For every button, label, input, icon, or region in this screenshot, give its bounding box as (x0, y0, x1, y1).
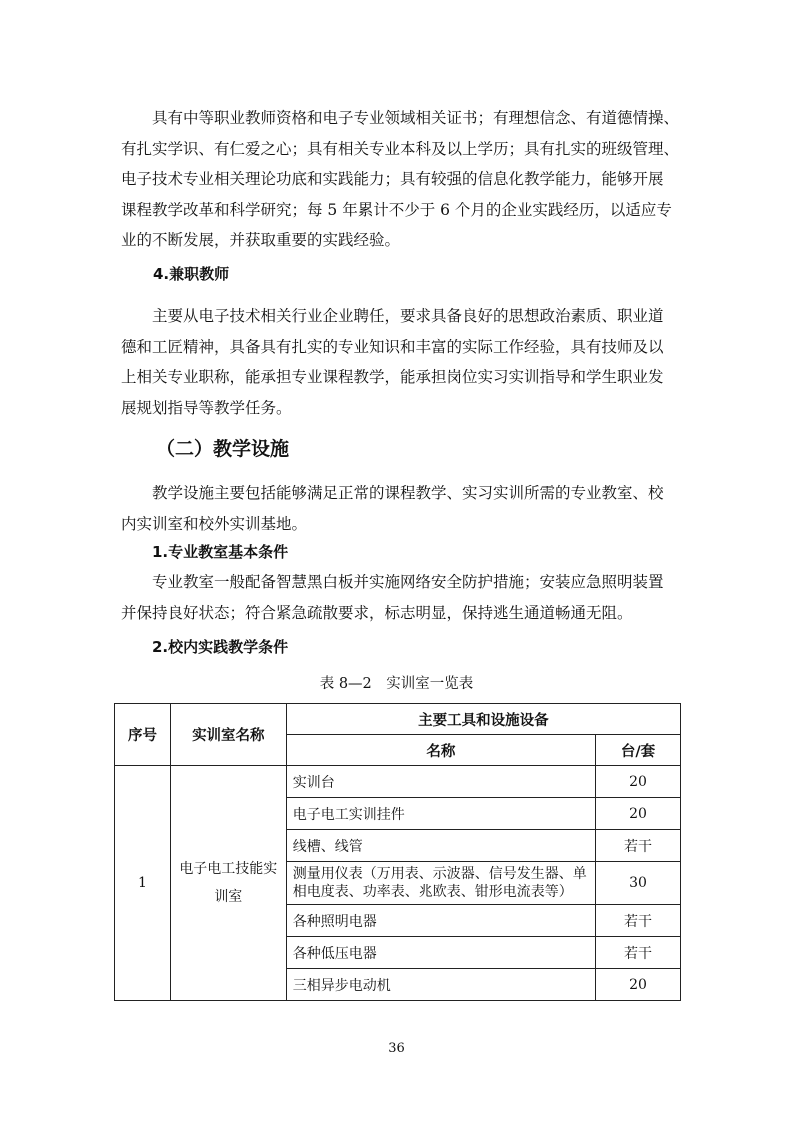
header-quantity: 台/套 (596, 735, 681, 766)
cell-index: 1 (115, 766, 171, 1001)
cell-quantity: 20 (596, 766, 681, 798)
text-line: 业的不断发展，并获取重要的实践经验。 (121, 231, 401, 249)
text-line: 课程教学改革和科学研究；每 5 年累计不少于 6 个月的企业实践经历，以适应专 (121, 200, 672, 219)
paragraph-parttime (121, 301, 687, 423)
text-line: 有扎实学识、有仁爱之心；具有相关专业本科及以上学历；具有扎实的班级管理、 (121, 139, 680, 158)
heading-parttime-teachers: 4.兼职教师 (153, 265, 230, 283)
text-line: 教学设施主要包括能够满足正常的课程教学、实习实训所需的专业教室、校 (152, 484, 664, 502)
text-line: 内实训室和校外实训基地。 (121, 514, 308, 533)
cell-item-name: 线槽、线管 (286, 830, 595, 862)
header-room-name: 实训室名称 (170, 704, 286, 766)
cell-item-name: 三相异步电动机 (286, 969, 595, 1001)
cell-room-name: 电子电工技能实训室 (170, 766, 286, 1001)
cell-item-name: 各种照明电器 (286, 905, 595, 937)
header-index: 序号 (115, 704, 171, 766)
cell-quantity: 若干 (596, 937, 681, 969)
table-row (115, 766, 681, 798)
section-title-teaching-facilities: （二）教学设施 (156, 438, 290, 460)
text-line: 德和工匠精神，具备具有扎实的专业知识和丰富的实际工作经验，具有技师及以 (121, 337, 664, 356)
cell-quantity: 30 (596, 862, 681, 905)
page-number: 36 (388, 1041, 405, 1056)
cell-quantity: 若干 (596, 905, 681, 937)
paragraph-facilities (121, 478, 687, 539)
cell-item-name: 实训台 (286, 766, 595, 798)
text-line: 主要从电子技术相关行业企业聘任，要求具备良好的思想政治素质、职业道 (152, 307, 664, 325)
training-room-table (114, 703, 681, 1001)
cell-quantity: 20 (596, 969, 681, 1001)
text-line: 专业教室一般配备智慧黑白板并实施网络安全防护措施；安装应急照明装置 (152, 573, 664, 591)
table-header-row (115, 704, 681, 735)
heading-practice-conditions: 2.校内实践教学条件 (152, 638, 289, 656)
table-caption: 表 8—2 实训室一览表 (319, 676, 474, 692)
text-line: 具有中等职业教师资格和电子专业领域相关证书；有理想信念、有道德情操、 (152, 109, 680, 127)
heading-classroom-conditions: 1.专业教室基本条件 (152, 543, 289, 561)
cell-item-name: 电子电工实训挂件 (286, 798, 595, 830)
text-line: 并保持良好状态；符合紧急疏散要求，标志明显，保持逃生通道畅通无阻。 (121, 603, 633, 622)
header-item-name: 名称 (286, 735, 595, 766)
cell-quantity: 若干 (596, 830, 681, 862)
text-line: 展规划指导等教学任务。 (121, 398, 292, 417)
text-line: 电子技术专业相关理论功底和实践能力；具有较强的信息化教学能力，能够开展 (121, 170, 664, 188)
cell-item-name: 测量用仪表（万用表、示波器、信号发生器、单相电度表、功率表、兆欧表、钳形电流表等） (286, 862, 595, 905)
cell-quantity: 20 (596, 798, 681, 830)
paragraph-qualifications (121, 103, 687, 256)
cell-item-name: 各种低压电器 (286, 937, 595, 969)
header-equipment: 主要工具和设施设备 (286, 704, 680, 735)
paragraph-classroom (121, 567, 687, 628)
text-line: 上相关专业职称，能承担专业课程教学，能承担岗位实习实训指导和学生职业发 (121, 368, 664, 386)
